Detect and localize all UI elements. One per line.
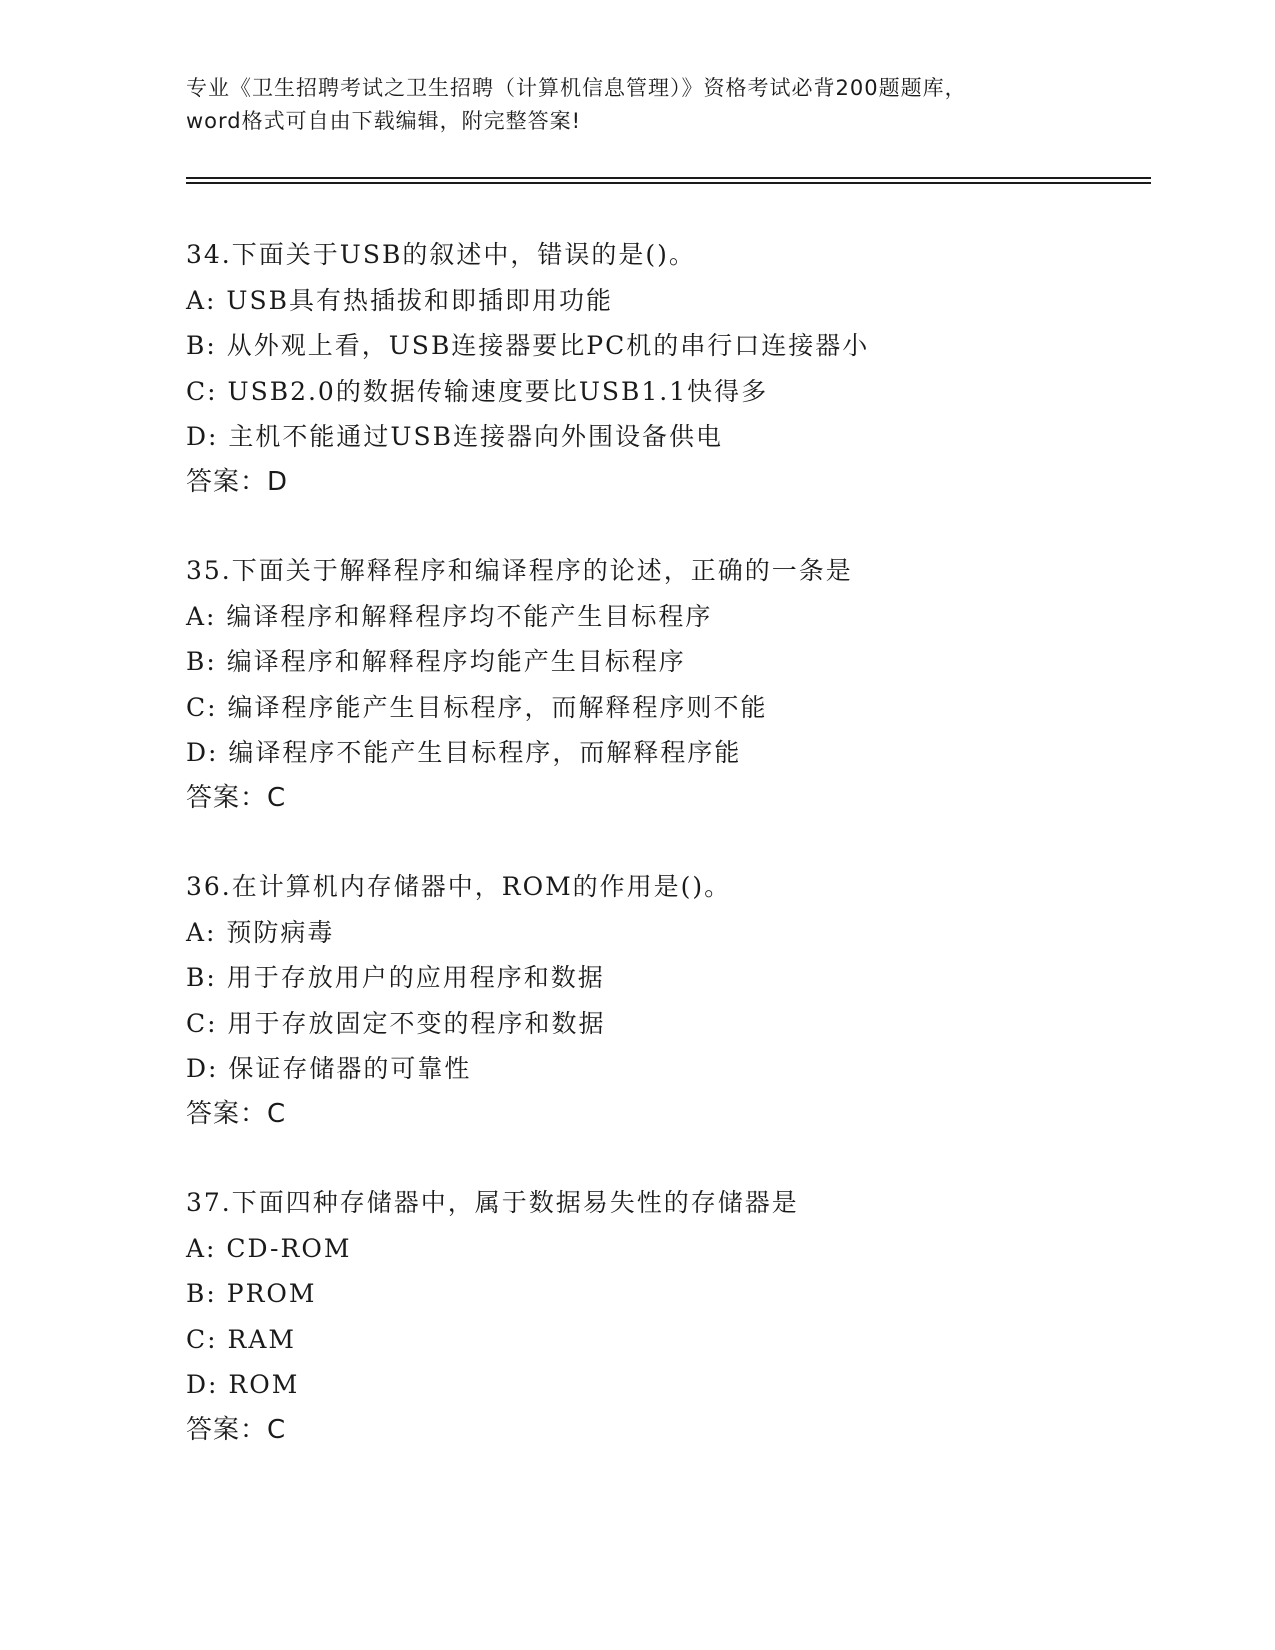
option-a: A: CD-ROM: [186, 1233, 352, 1263]
answer-text: 答案：D: [186, 466, 289, 497]
question-list: [186, 232, 1146, 1496]
question-stem: 36.在计算机内存储器中，ROM的作用是()。: [186, 872, 732, 901]
option-b: B: 从外观上看，USB连接器要比PC机的串行口连接器小: [186, 331, 870, 360]
question-36: [186, 864, 1146, 1137]
option-a: A: 预防病毒: [186, 917, 335, 947]
question-stem: 35.下面关于解释程序和编译程序的论述，正确的一条是: [186, 556, 853, 585]
option-a: A: 编译程序和解释程序均不能产生目标程序: [186, 601, 713, 631]
option-c: C: RAM: [186, 1324, 296, 1354]
option-a: A: USB具有热插拔和即插即用功能: [186, 285, 613, 315]
option-b: B: 用于存放用户的应用程序和数据: [186, 963, 605, 992]
document-header: [186, 72, 1086, 138]
answer-text: 答案：C: [186, 1414, 287, 1445]
header-divider-bottom: [186, 182, 1151, 184]
option-d: D: 编译程序不能产生目标程序，而解释程序能: [186, 738, 742, 767]
option-b: B: PROM: [186, 1279, 317, 1308]
header-line-2: word格式可自由下载编辑，附完整答案!: [186, 109, 582, 133]
answer-text: 答案：C: [186, 1098, 287, 1129]
option-d: D: ROM: [186, 1370, 300, 1399]
option-d: D: 保证存储器的可靠性: [186, 1054, 472, 1083]
question-37: [186, 1180, 1146, 1453]
question-35: [186, 548, 1146, 821]
option-d: D: 主机不能通过USB连接器向外围设备供电: [186, 422, 723, 451]
question-stem: 37.下面四种存储器中，属于数据易失性的存储器是: [186, 1188, 799, 1217]
answer-text: 答案：C: [186, 782, 287, 813]
option-c: C: 用于存放固定不变的程序和数据: [186, 1008, 606, 1038]
option-c: C: USB2.0的数据传输速度要比USB1.1快得多: [186, 376, 769, 406]
question-stem: 34.下面关于USB的叙述中，错误的是()。: [186, 240, 696, 269]
header-line-1: 专业《卫生招聘考试之卫生招聘（计算机信息管理）》资格考试必背200题题库，: [186, 76, 967, 100]
option-c: C: 编译程序能产生目标程序，而解释程序则不能: [186, 692, 768, 722]
header-divider-top: [186, 177, 1151, 179]
option-b: B: 编译程序和解释程序均能产生目标程序: [186, 647, 686, 676]
question-34: [186, 232, 1146, 505]
